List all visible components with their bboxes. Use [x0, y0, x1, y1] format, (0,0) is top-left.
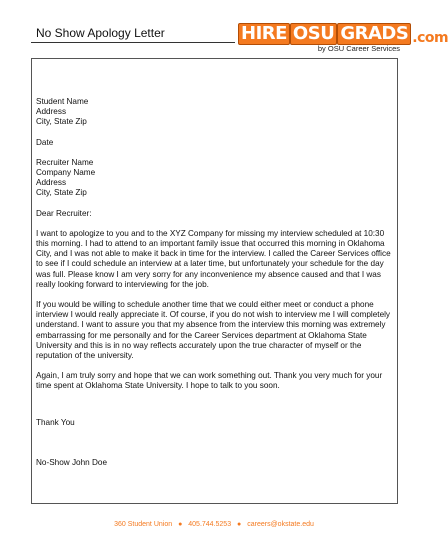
recipient-city: City, State Zip	[36, 188, 87, 198]
sender-address: Address	[36, 107, 67, 117]
footer-phone: 405.744.5253	[188, 521, 232, 528]
footer-separator: ●	[178, 521, 183, 528]
recipient-company: Company Name	[36, 168, 96, 178]
sender-block	[36, 97, 394, 128]
spacer	[36, 402, 394, 418]
logo-wordmark	[238, 24, 448, 45]
logo-hire: HIRE	[238, 23, 290, 45]
sender-city: City, State Zip	[36, 117, 87, 127]
logo-com: .com	[412, 30, 448, 46]
salutation: Dear Recruiter:	[36, 208, 92, 218]
logo-osu: OSU	[290, 23, 337, 45]
recipient-name: Recruiter Name	[36, 157, 94, 167]
logo-grads: GRADS	[337, 23, 411, 45]
footer-email[interactable]: careers@okstate.edu	[247, 521, 314, 528]
recipient-address: Address	[36, 178, 67, 188]
title-underline	[31, 42, 235, 43]
paragraph-reschedule: If you would be willing to schedule another time that we could either meet or conduct a phone interview I would really appreciate it. Of course, if you do not wish to interview me I will completely understand. I want to assure you that my absence from the interview this morning was extremely embarrassing for me personally and for the Career Services department at Oklahoma State University and this is in no way reflects accurately upon the true character of myself or the reputation of the university.	[36, 300, 391, 361]
footer-contact	[0, 521, 428, 528]
letter-body	[36, 97, 394, 468]
hireosugrads-logo	[238, 23, 448, 54]
signature-space	[36, 428, 394, 458]
sender-name: Student Name	[36, 97, 89, 106]
footer-separator: ●	[237, 521, 242, 528]
letter-date: Date	[36, 137, 54, 147]
footer-address: 360 Student Union	[114, 521, 173, 528]
recipient-block	[36, 158, 394, 199]
logo-tagline: by OSU Career Services	[317, 44, 400, 53]
paragraph-closing: Again, I am truly sorry and hope that we can work something out. Thank you very much for your time spent at Oklahoma State University. I hope to talk to you soon.	[36, 371, 383, 391]
page-title: No Show Apology Letter	[36, 26, 165, 40]
signature-name: No-Show John Doe	[36, 457, 107, 467]
closing: Thank You	[36, 417, 75, 427]
paragraph-apology: I want to apologize to you and to the XYZ Company for missing my interview scheduled at 10:30 this morning. I had to attend to an important family issue that occurred this morning in Oklahoma City, and I was not able to make it back in time for the interview. I called the Career Services office to see if I could schedule an interview at a later time, but unfortunately your schedule for the day was full. Please know I am very sorry for any inconvenience my absence caused and that I was really looking forward to interviewing for the job.	[36, 228, 391, 289]
